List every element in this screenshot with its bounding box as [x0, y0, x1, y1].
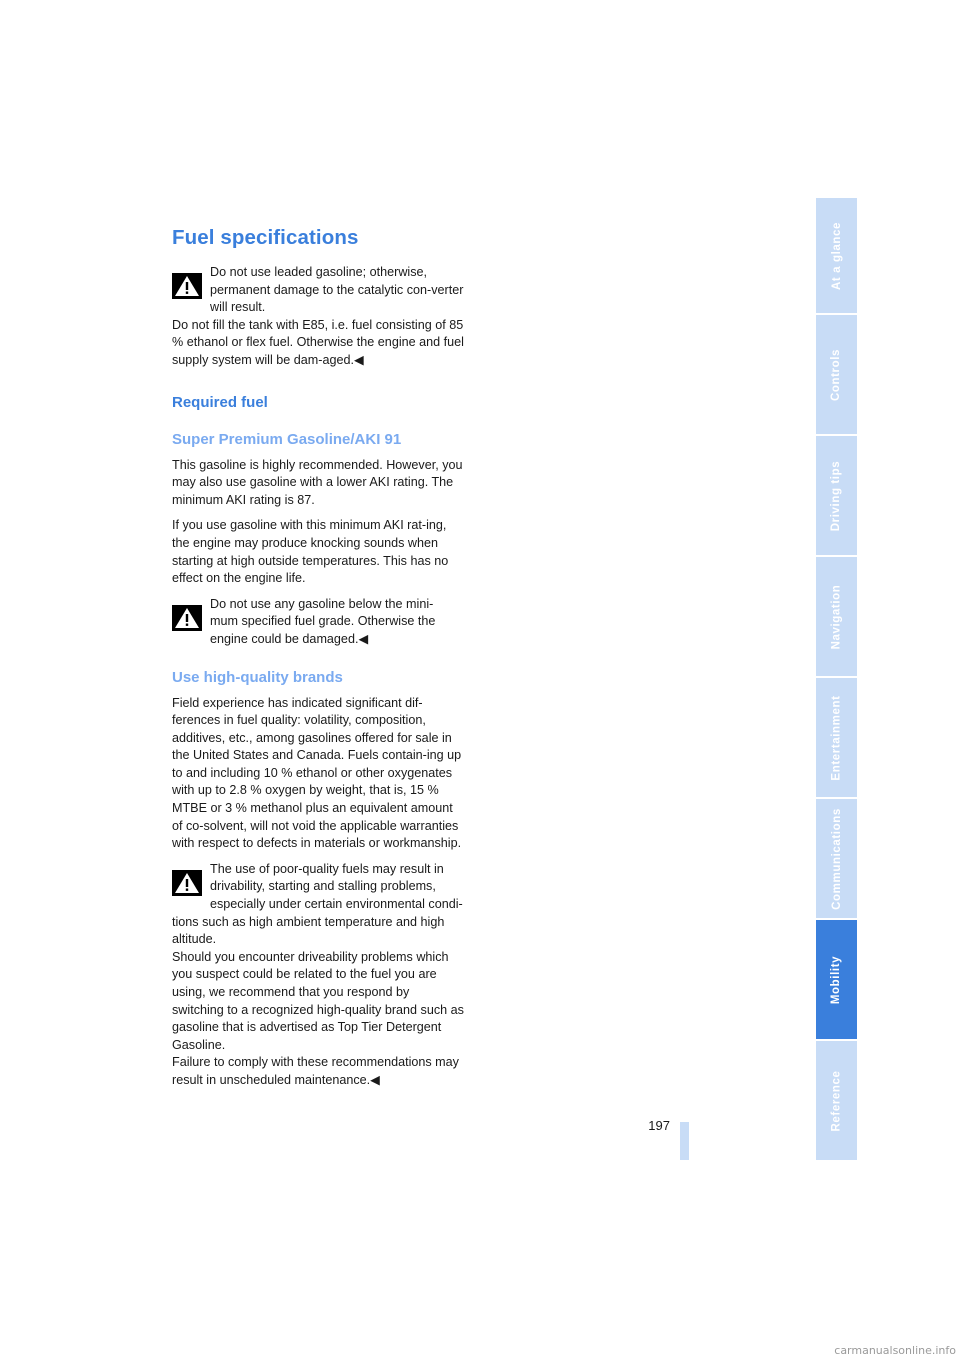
- page-number-bar: [680, 1122, 689, 1160]
- tab-mobility[interactable]: Mobility: [816, 920, 857, 1039]
- subsection-high-quality-brands: Use high-quality brands: [172, 668, 343, 686]
- subsection-super-premium: Super Premium Gasoline/AKI 91: [172, 430, 402, 448]
- warning-text-grade: Do not use any gasoline below the mini- mum specified fuel grade. Otherwise the engine could be damaged.◀: [210, 596, 436, 646]
- warning-block-quality: [172, 861, 464, 1090]
- tab-entertainment[interactable]: Entertainment: [816, 678, 857, 797]
- end-mark: ◀: [370, 1072, 380, 1087]
- warning-block-grade: [172, 596, 464, 649]
- page-number: 197: [648, 1118, 670, 1133]
- end-mark: ◀: [354, 352, 364, 367]
- tab-navigation[interactable]: Navigation: [816, 557, 857, 676]
- section-required-fuel: Required fuel: [172, 393, 268, 411]
- para-minimum-aki: If you use gasoline with this minimum AKI rat-ing, the engine may produce knocking sounds when starting at high outside temperatures. This has no effect on the engine life.: [172, 518, 449, 586]
- footer-watermark: carmanualsonline.info: [834, 1344, 956, 1357]
- page-content: [172, 226, 464, 1098]
- tab-driving-tips[interactable]: Driving tips: [816, 436, 857, 555]
- warning-text-failure: Failure to comply with these recommendations may result in unscheduled maintenance.◀: [172, 1055, 459, 1087]
- warning-triangle-icon: [172, 273, 202, 299]
- warning-text-driveability: Should you encounter driveability problems which you suspect could be related to the fuel you are using, we recommend that you respond by switching to a recognized high-quality brand such as gasoline that is advertised as Top Tier Detergent Gasoline.: [172, 949, 464, 1052]
- warning-triangle-icon: [172, 605, 202, 631]
- para-field-experience: Field experience has indicated significant dif-ferences in fuel quality: volatility, composition, additives, etc., among gasolines offered for sale in the United States and Canada. Fuels contain-ing up to and including 10 % ethanol or other oxygenates with up to 2.8 % oxygen by weight, that is, 15 % MTBE or 3 % methanol plus an equivalent amount of co-solvent, will not void the applicable warranties with respect to defects in materials or workmanship.: [172, 695, 462, 851]
- tab-at-a-glance[interactable]: At a glance: [816, 198, 857, 313]
- warning-text-e85: Do not fill the tank with E85, i.e. fuel consisting of 85 % ethanol or flex fuel. Otherwise the engine and fuel supply system will be dam-aged.◀: [172, 317, 464, 367]
- end-mark: ◀: [358, 631, 369, 646]
- para-recommended: This gasoline is highly recommended. However, you may also use gasoline with a lower AKI rating. The minimum AKI rating is 87.: [172, 457, 463, 507]
- warning-triangle-icon: [172, 870, 202, 896]
- tab-controls[interactable]: Controls: [816, 315, 857, 434]
- warning-text-leaded: Do not use leaded gasoline; otherwise, permanent damage to the catalytic con-verter will result.: [210, 265, 464, 315]
- chapter-tabs: [816, 198, 857, 1160]
- warning-text-quality: The use of poor-quality fuels may result in drivability, starting and stalling problems, especially under certain environmental condi-tions such as high ambient temperature and high altitude.: [172, 861, 463, 947]
- tab-reference[interactable]: Reference: [816, 1041, 857, 1160]
- tab-communications[interactable]: Communications: [816, 799, 857, 918]
- page-title: Fuel specifications: [172, 226, 359, 249]
- warning-block-leaded: [172, 264, 464, 370]
